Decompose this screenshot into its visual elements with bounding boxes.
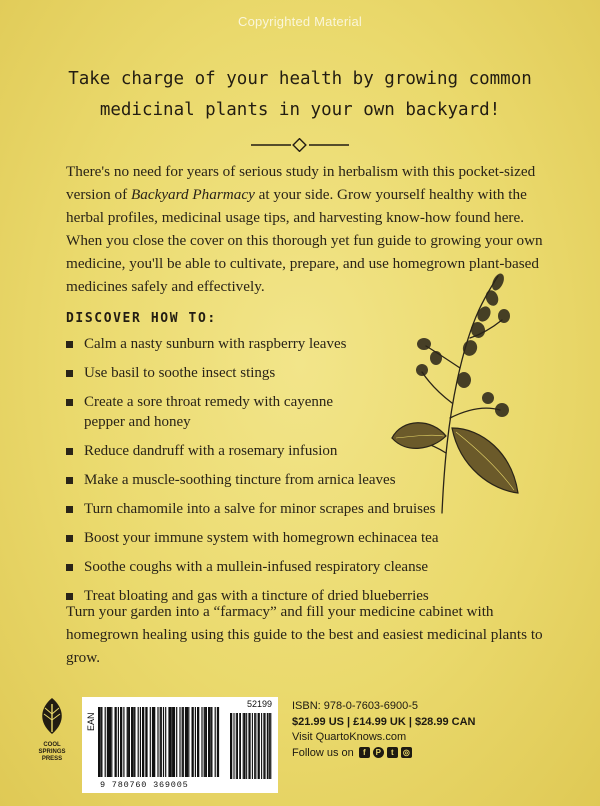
copyright-watermark: Copyrighted Material <box>238 14 362 29</box>
divider-ornament <box>249 138 351 152</box>
discover-heading: DISCOVER HOW TO: <box>66 311 217 326</box>
retail-info <box>292 699 592 761</box>
list-item-text: Make a muscle-soothing tincture from arnica leaves <box>84 472 396 488</box>
facebook-icon[interactable]: f <box>359 747 370 758</box>
bullet-square-icon <box>66 535 73 542</box>
bullet-square-icon <box>66 399 73 406</box>
bullet-square-icon <box>66 448 73 455</box>
price-text: $21.99 US | £14.99 UK | $28.99 CAN <box>292 715 476 728</box>
list-item-text: Soothe coughs with a mullein-infused respiratory cleanse <box>84 559 429 575</box>
instagram-icon[interactable]: ◎ <box>401 747 412 758</box>
follow-line <box>292 746 592 762</box>
list-item-text: Treat bloating and gas with a tincture of dried blueberries <box>84 588 429 604</box>
barcode-bars <box>82 697 278 793</box>
list-item <box>66 392 334 432</box>
ean-label: EAN <box>86 712 96 731</box>
publisher-name: COOL SPRINGS PRESS <box>38 742 66 762</box>
herb-illustration <box>352 268 532 518</box>
list-item <box>66 557 486 577</box>
leaf-logo-icon <box>34 696 70 736</box>
social-icons <box>359 747 412 758</box>
list-item-text: Turn chamomile into a salve for minor scrapes and bruises <box>84 501 436 517</box>
list-item <box>66 528 486 548</box>
bullet-square-icon <box>66 341 73 348</box>
list-item-text: Create a sore throat remedy with cayenne pepper and honey <box>84 394 334 430</box>
twitter-icon[interactable]: t <box>387 747 398 758</box>
isbn-text: ISBN: 978-0-7603-6900-5 <box>292 700 418 712</box>
barcode-digits: 9 780760 369005 <box>100 780 189 790</box>
barcode-addon-code: 52199 <box>246 699 272 709</box>
pinterest-icon[interactable]: P <box>373 747 384 758</box>
outro-paragraph: Turn your garden into a “farmacy” and fill your medicine cabinet with homegrown healing using this guide to the best and easiest medicinal plants to grow. <box>66 603 543 666</box>
bullet-square-icon <box>66 506 73 513</box>
headline <box>40 64 560 126</box>
intro-text-part-2: at your side. Grow yourself healthy with the herbal profiles, medicinal usage tips, and harvesting know-how found here. When you close the cover on this thorough yet fun guide to growing your own medicine, you'll be able to cultivate, prepare, and use homegrown plant-based medicines safely and effectively. <box>66 186 543 295</box>
barcode <box>82 697 278 793</box>
bullet-square-icon <box>66 477 73 484</box>
bullet-square-icon <box>66 370 73 377</box>
list-item-text: Use basil to soothe insect stings <box>84 365 276 381</box>
intro-text-part-1: There's no need for years of serious study in herbalism with this pocket-sized version of <box>66 163 536 203</box>
website-link[interactable]: Visit QuartoKnows.com <box>292 731 407 743</box>
bullet-square-icon <box>66 564 73 571</box>
follow-text: Follow us on <box>292 746 354 759</box>
list-item-text: Calm a nasty sunburn with raspberry leaves <box>84 336 347 352</box>
list-item-text: Boost your immune system with homegrown echinacea tea <box>84 530 439 546</box>
list-item-text: Reduce dandruff with a rosemary infusion <box>84 443 338 459</box>
headline-line-2: medicinal plants in your own backyard! <box>99 100 501 120</box>
publisher-logo <box>34 696 70 763</box>
bullet-square-icon <box>66 593 73 600</box>
book-title: Backyard Pharmacy <box>130 186 255 203</box>
headline-line-1: Take charge of your health by growing common <box>68 69 532 89</box>
